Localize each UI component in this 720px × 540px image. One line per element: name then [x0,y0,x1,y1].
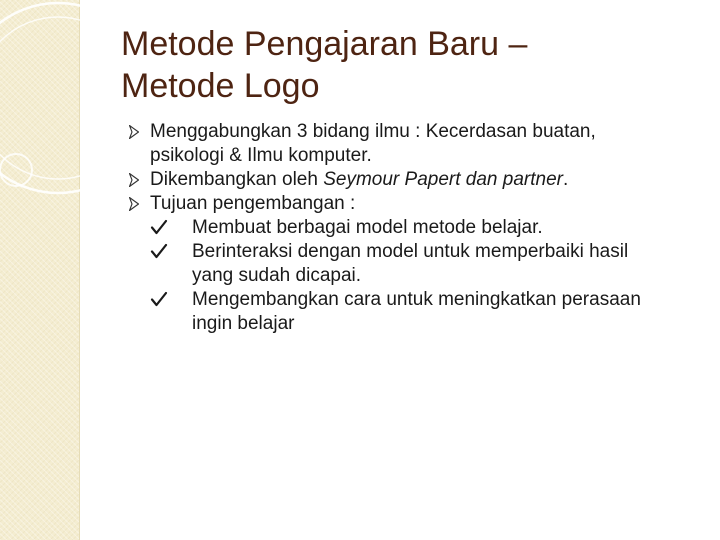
bullet-item [150,120,710,144]
sub-bullet-continuation [150,264,710,288]
slide-title [121,23,681,107]
slide-title-line-1: Metode Pengajaran Baru – [121,25,528,63]
bullet-text: Dikembangkan oleh [150,169,324,190]
checkmark-icon [150,218,168,236]
slide-title-line-2: Metode Logo [121,67,320,105]
checkmark-icon [150,242,168,260]
bullet-text: . [562,169,569,190]
slide-content [150,120,710,336]
bullet-text: Tujuan pengembangan : [150,193,356,214]
sub-bullet-text: Berinteraksi dengan model untuk memperbaiki hasil [192,241,629,262]
arrowhead-bullet-icon [129,197,139,211]
bullet-continuation [150,144,710,168]
sub-bullet-text: yang sudah dicapai. [192,265,362,286]
bullet-item [150,192,710,216]
bullet-italic-text: Seymour Papert dan partner [323,169,563,190]
bullet-text: Menggabungkan 3 bidang ilmu : Kecerdasan buatan, [150,121,596,142]
bullet-text: psikologi & Ilmu komputer. [150,145,372,166]
sub-bullet-text: ingin belajar [192,313,295,334]
sub-bullet-continuation [150,312,710,336]
bullet-item [150,168,710,192]
sidebar-strip [0,0,80,540]
sub-bullet-item [150,240,710,264]
checkmark-icon [150,290,168,308]
sub-bullet-item [150,216,710,240]
sub-bullet-text: Membuat berbagai model metode belajar. [192,217,543,238]
sub-bullet-text: Mengembangkan cara untuk meningkatkan perasaan [192,289,641,310]
arrowhead-bullet-icon [129,125,139,139]
sub-bullet-item [150,288,710,312]
arrowhead-bullet-icon [129,173,139,187]
